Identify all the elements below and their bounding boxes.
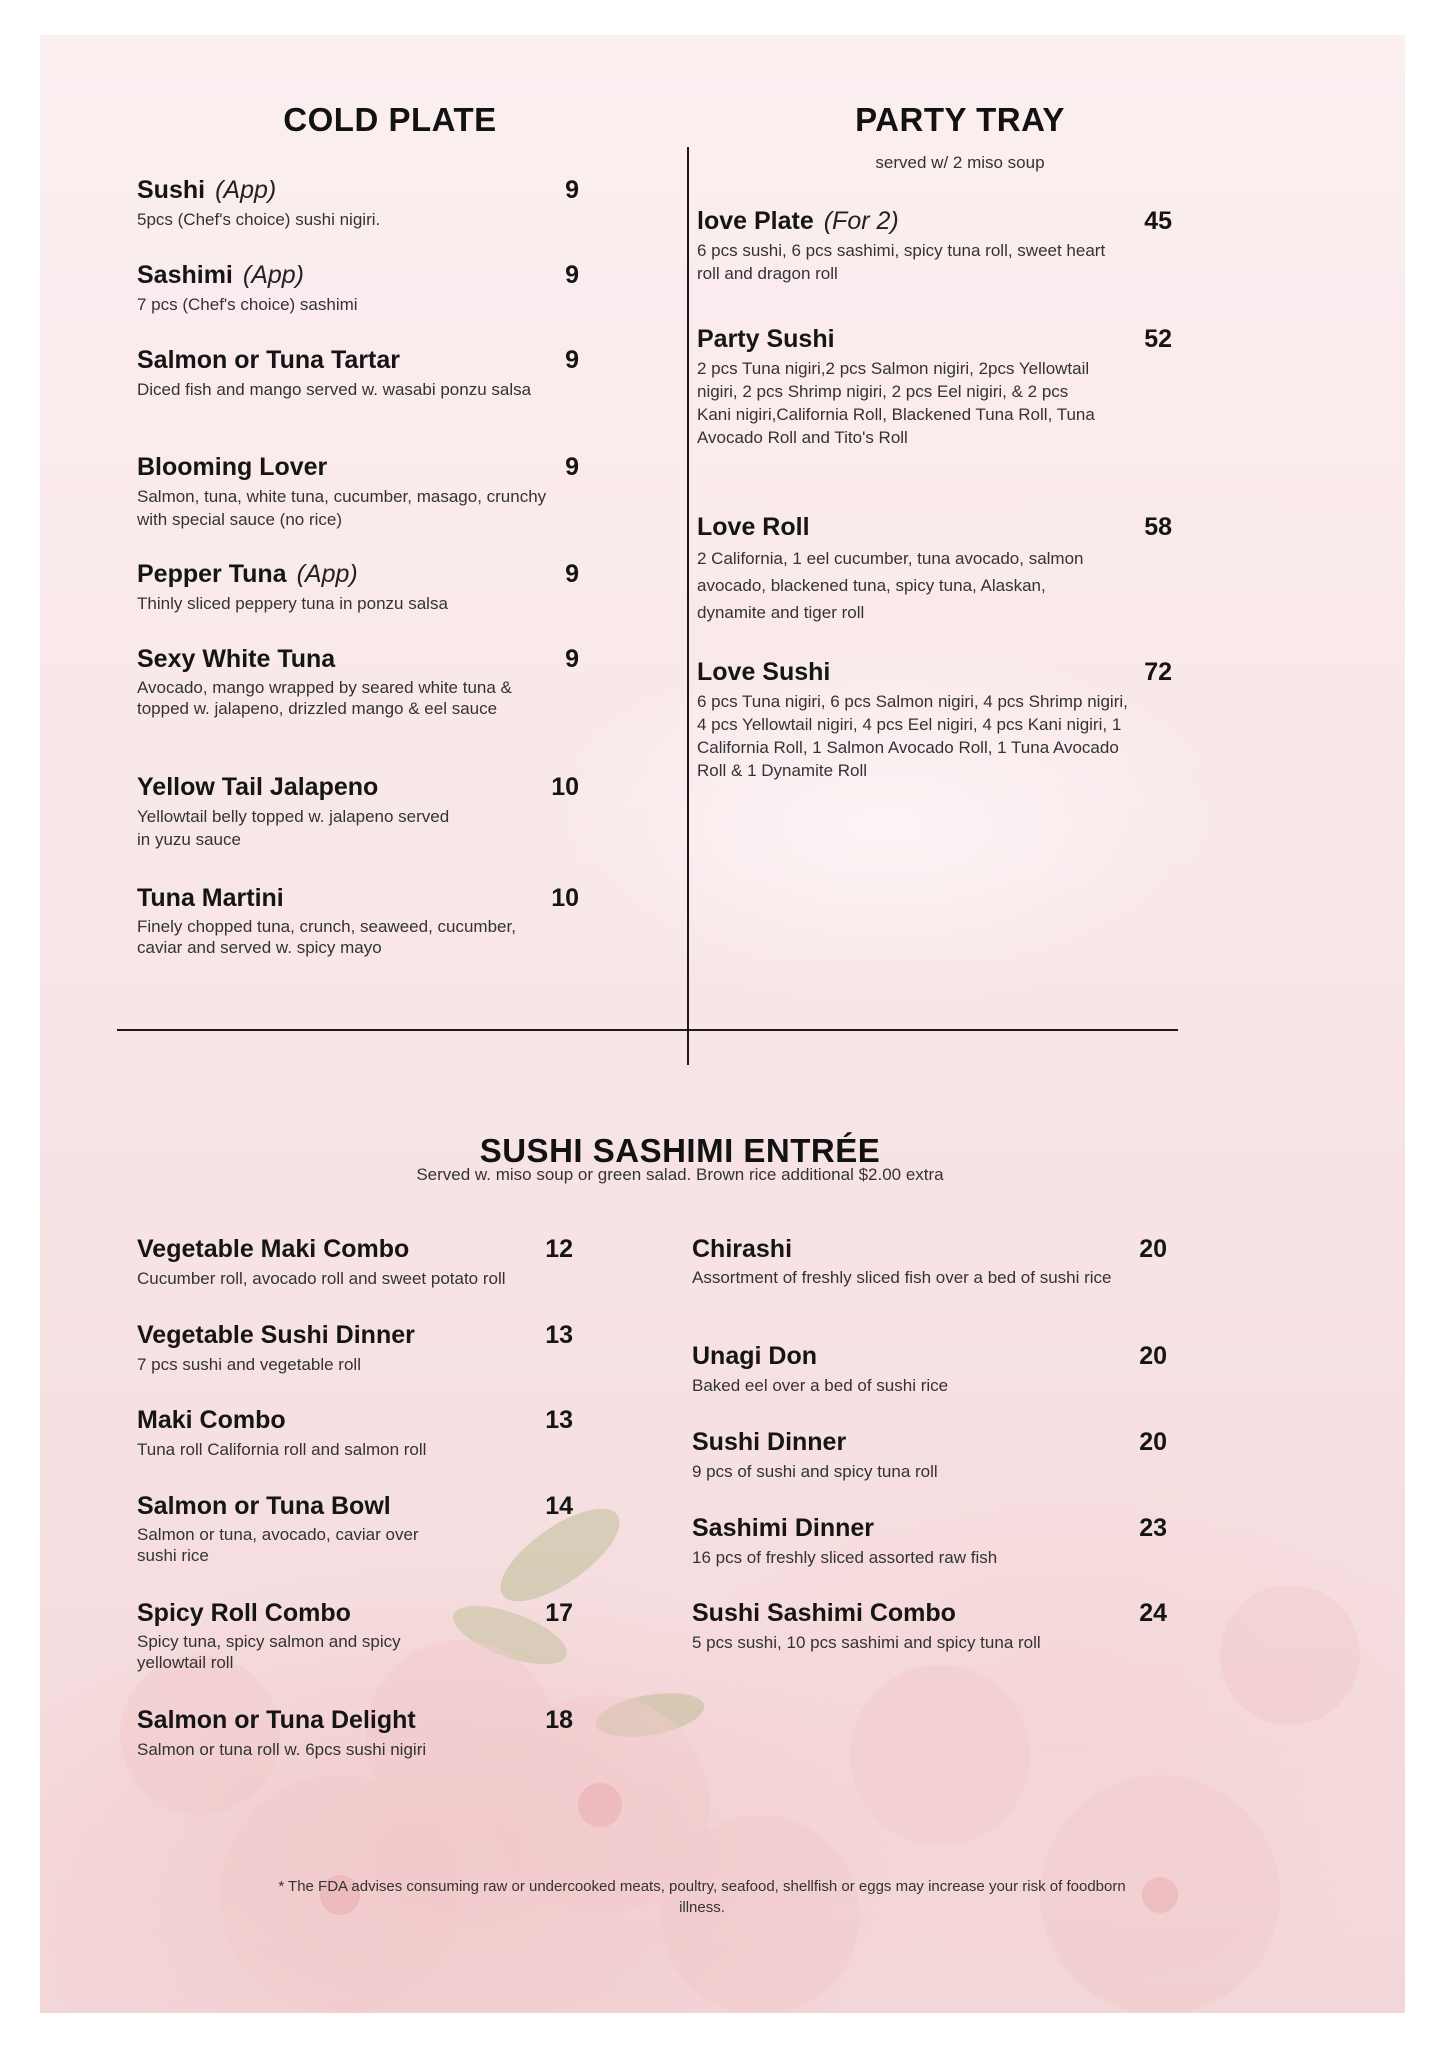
menu-item xyxy=(137,176,579,231)
item-description: 2 California, 1 eel cucumber, tuna avocado, salmon avocado, blackened tuna, spicy tuna, Alaskan, dynamite and tiger roll xyxy=(697,549,1084,622)
menu-item xyxy=(137,645,579,719)
party-tray-title: PARTY TRAY xyxy=(855,101,1065,138)
menu-item xyxy=(137,884,579,958)
item-name: Tuna Martini xyxy=(137,884,284,912)
item-description: 9 pcs of sushi and spicy tuna roll xyxy=(692,1462,938,1481)
item-name: Blooming Lover xyxy=(137,453,328,481)
item-price: 9 xyxy=(565,560,579,588)
menu-item xyxy=(137,1599,573,1673)
menu-item xyxy=(697,207,1172,285)
entree-subtitle: Served w. miso soup or green salad. Brown rice additional $2.00 extra xyxy=(416,1165,944,1184)
item-price: 20 xyxy=(1139,1342,1167,1370)
menu-item xyxy=(137,560,579,615)
item-price: 9 xyxy=(565,346,579,374)
item-price: 20 xyxy=(1139,1428,1167,1456)
item-name: Yellow Tail Jalapeno xyxy=(137,773,379,801)
item-description: Salmon or tuna, avocado, caviar over sushi rice xyxy=(137,1525,419,1565)
item-name: love Plate xyxy=(697,207,814,235)
menu-item xyxy=(137,1235,573,1290)
column-divider xyxy=(687,147,689,1065)
item-price: 9 xyxy=(565,645,579,673)
item-description: Cucumber roll, avocado roll and sweet potato roll xyxy=(137,1269,506,1288)
item-description: Assortment of freshly sliced fish over a bed of sushi rice xyxy=(692,1268,1112,1287)
menu-item xyxy=(137,1406,573,1461)
item-price: 10 xyxy=(551,884,579,912)
menu-item xyxy=(692,1514,1167,1569)
item-name: Spicy Roll Combo xyxy=(137,1599,351,1627)
item-note: (App) xyxy=(296,560,358,588)
item-price: 72 xyxy=(1144,658,1172,686)
item-description: Yellowtail belly topped w. jalapeno served in yuzu sauce xyxy=(137,807,450,849)
item-name: Vegetable Sushi Dinner xyxy=(137,1321,415,1349)
item-name: Sashimi xyxy=(137,261,233,289)
item-price: 10 xyxy=(551,773,579,801)
item-note: (App) xyxy=(242,261,305,289)
menu-item xyxy=(137,346,579,401)
item-description: 6 pcs Tuna nigiri, 6 pcs Salmon nigiri, 4 pcs Shrimp nigiri, 4 pcs Yellowtail nigiri, 4 pcs Eel nigiri, 4 pcs Kani nigiri, 1 California Roll, 1 Salmon Avocado Roll, 1 Tuna Avocado Roll & 1 Dynamite Roll xyxy=(697,692,1128,780)
item-price: 9 xyxy=(565,453,579,481)
item-description: Spicy tuna, spicy salmon and spicy yellowtail roll xyxy=(137,1632,401,1672)
item-price: 23 xyxy=(1139,1514,1167,1542)
item-price: 20 xyxy=(1139,1235,1167,1263)
menu-item xyxy=(697,325,1172,449)
menu-item xyxy=(137,261,579,316)
item-price: 13 xyxy=(545,1321,573,1349)
item-price: 18 xyxy=(545,1706,573,1734)
item-description: Thinly sliced peppery tuna in ponzu salsa xyxy=(137,594,448,613)
item-description: Finely chopped tuna, crunch, seaweed, cucumber, caviar and served w. spicy mayo xyxy=(137,917,516,957)
item-description: 6 pcs sushi, 6 pcs sashimi, spicy tuna roll, sweet heart roll and dragon roll xyxy=(697,241,1106,283)
menu-item xyxy=(137,1706,573,1761)
item-name: Sushi xyxy=(137,176,206,204)
item-name: Maki Combo xyxy=(137,1406,286,1434)
item-note: (For 2) xyxy=(823,207,899,235)
menu-item xyxy=(137,773,579,851)
item-price: 45 xyxy=(1144,207,1172,235)
item-price: 58 xyxy=(1144,513,1172,541)
item-name: Salmon or Tuna Bowl xyxy=(137,1492,391,1520)
item-price: 24 xyxy=(1139,1599,1167,1627)
item-name: Party Sushi xyxy=(697,325,835,353)
menu-item xyxy=(137,1492,573,1566)
item-price: 17 xyxy=(545,1599,573,1627)
item-name: Love Roll xyxy=(697,513,810,541)
item-price: 9 xyxy=(565,176,579,204)
item-description: Baked eel over a bed of sushi rice xyxy=(692,1376,949,1395)
menu-item xyxy=(692,1342,1167,1397)
menu-item xyxy=(692,1428,1167,1483)
item-description: 5 pcs sushi, 10 pcs sashimi and spicy tuna roll xyxy=(692,1633,1041,1652)
item-name: Salmon or Tuna Tartar xyxy=(137,346,401,374)
item-description: 7 pcs (Chef's choice) sashimi xyxy=(137,295,358,314)
item-name: Chirashi xyxy=(692,1235,793,1263)
item-price: 13 xyxy=(545,1406,573,1434)
item-name: Vegetable Maki Combo xyxy=(137,1235,410,1263)
item-name: Sexy White Tuna xyxy=(137,645,336,673)
party-tray-subtitle: served w/ 2 miso soup xyxy=(875,153,1045,172)
menu-item xyxy=(692,1235,1167,1288)
item-price: 52 xyxy=(1144,325,1172,353)
item-description: 16 pcs of freshly sliced assorted raw fish xyxy=(692,1548,998,1567)
item-description: 2 pcs Tuna nigiri,2 pcs Salmon nigiri, 2pcs Yellowtail nigiri, 2 pcs Shrimp nigiri, 2 pcs Eel nigiri, & 2 pcs Kani nigiri,California Roll, Blackened Tuna Roll, Tuna Avocado Roll and Tito's Roll xyxy=(697,359,1095,447)
item-name: Sushi Sashimi Combo xyxy=(692,1599,956,1627)
menu-item xyxy=(692,1599,1167,1654)
menu-page xyxy=(40,35,1405,2013)
section-divider xyxy=(117,1029,1178,1031)
menu-item xyxy=(697,658,1172,782)
item-description: Salmon, tuna, white tuna, cucumber, masago, crunchy with special sauce (no rice) xyxy=(137,487,547,529)
fda-disclaimer: * The FDA advises consuming raw or undercooked meats, poultry, seafood, shellfish or eggs may increase your risk of foodborn illness. xyxy=(278,1878,1126,1916)
item-price: 14 xyxy=(545,1492,573,1520)
menu-item xyxy=(697,513,1172,626)
item-name: Pepper Tuna xyxy=(137,560,287,588)
item-description: 7 pcs sushi and vegetable roll xyxy=(137,1355,361,1374)
item-description: Diced fish and mango served w. wasabi ponzu salsa xyxy=(137,380,532,399)
entree-title: SUSHI SASHIMI ENTRÉE xyxy=(479,1132,881,1169)
menu-item xyxy=(137,1321,573,1376)
item-description: 5pcs (Chef's choice) sushi nigiri. xyxy=(137,210,381,229)
item-name: Unagi Don xyxy=(692,1342,817,1370)
cold-plate-title: COLD PLATE xyxy=(283,101,497,138)
item-name: Love Sushi xyxy=(697,658,831,686)
item-price: 12 xyxy=(545,1235,573,1263)
item-description: Avocado, mango wrapped by seared white tuna & topped w. jalapeno, drizzled mango & eel sauce xyxy=(137,678,512,718)
item-price: 9 xyxy=(565,261,579,289)
item-description: Salmon or tuna roll w. 6pcs sushi nigiri xyxy=(137,1740,427,1759)
item-description: Tuna roll California roll and salmon roll xyxy=(137,1440,427,1459)
item-name: Sashimi Dinner xyxy=(692,1514,874,1542)
menu-item xyxy=(137,453,579,531)
item-name: Sushi Dinner xyxy=(692,1428,847,1456)
item-note: (App) xyxy=(215,176,277,204)
item-name: Salmon or Tuna Delight xyxy=(137,1706,416,1734)
